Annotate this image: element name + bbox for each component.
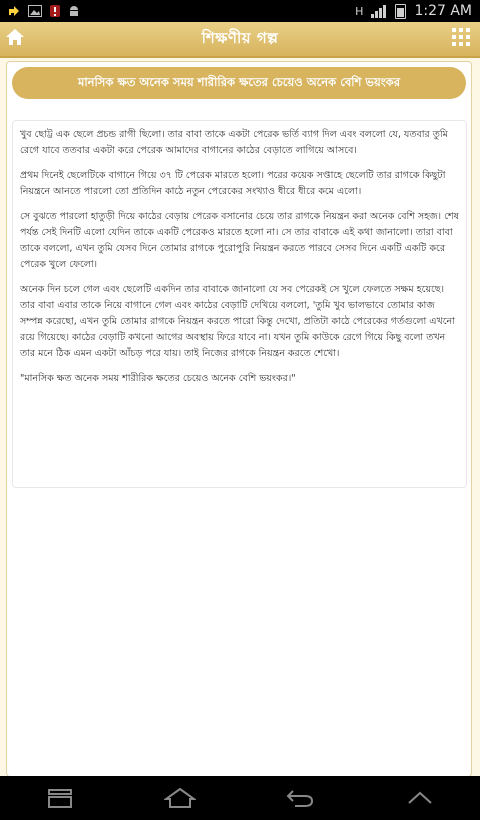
usb-icon (8, 5, 20, 17)
app-header (0, 22, 480, 58)
story-body (12, 120, 467, 488)
page-title: শিক্ষণীয় গল্প (201, 28, 279, 47)
signal-icon (371, 5, 387, 18)
android-icon (68, 5, 80, 17)
story-paragraph-3: সে বুঝতে পারলো হাতুড়ী দিয়ে কাঠের বেড়ায় পেরেক বসানোর চেয়ে তার রাগকে নিয়ন্ত্রন করা অনেক বেশি সহজ। শেষ পর্যন্ত সেই দিনটি এলো যেদিন তাকে একটি পেরেকও মারতে হলো না। সে তার বাবাকে এই কথা জানালো। তারা বাবা তাকে বললো, এখন তুমি যেসব দিনে তোমার রাগকে পুরোপুরি নিয়ন্ত্রন করতে পারবে সেসব দিনে একটি একটি করে পেরেক খুলে ফেলো। (20, 211, 459, 270)
story-paragraph-1: খুব ছোট্ট এক ছেলে প্রচন্ড রাগী ছিলো। তার বাবা তাকে একটা পেরেক ভর্তি ব্যাগ দিল এবং বললো যে, যতবার তুমি রেগে যাবে ততবার একটা করে পেরেক আমাদের বাগানের কাঠের বেড়াতে লাগিয়ে আসবে। (20, 129, 448, 156)
home-icon[interactable] (4, 26, 26, 48)
status-right-icons (347, 3, 480, 19)
grid-menu-icon[interactable] (452, 28, 470, 46)
story-title: মানসিক ক্ষত অনেক সময় শারীরিক ক্ষতের চেয়েও অনেক বেশি ভয়ংকর (77, 74, 401, 89)
status-left-icons (0, 5, 88, 17)
back-icon[interactable] (280, 783, 320, 813)
story-quote: "মানসিক ক্ষত অনেক সময় শারীরিক ক্ষতের চেয়েও অনেক বেশি ভয়ংকর।" (20, 373, 296, 384)
home-nav-icon[interactable] (160, 783, 200, 813)
story-paragraph-2: প্রথম দিনেই ছেলেটিকে বাগানে গিয়ে ৩৭ টি পেরেক মারতে হলো। পরের কয়েক সপ্তাহে ছেলেটি তার রাগকে কিছুটা নিয়ন্ত্রনে আনতে পারলো তো প্রতিদিন কাঠে নতুন পেরেকের সংখ্যাও ধীরে ধীরে কমে এলো। (20, 170, 446, 197)
story-paragraph-4: অনেক দিন চলে গেল এবং ছেলেটি একদিন তার বাবাকে জানালো যে সব পেরেকই সে খুলে ফেলতে সক্ষম হয়েছে। তার বাবা এবার তাকে নিয়ে বাগানে গেল এবং কাঠের বেড়াটি দেখিয়ে বললো, 'তুমি খুব ভালভাবে তোমার কাজ সম্পন্ন করেছো, এখন তুমি তোমার রাগকে নিয়ন্ত্রন করতে পারো কিন্তু দেখো, প্রতিটা কাঠে পেরেকের গর্তগুলো এখনো রয়ে গিয়েছে। কাঠের বেড়াটি কখনো আগের অবস্থায় ফিরে যাবে না। যখন তুমি কাউকে রেগে গিয়ে কিছু বলো তখন তার মনে ঠিক এমন একটা আঁচড় পরে যায়। তাই নিজের রাগকে নিয়ন্ত্রন করতে শেখো। (20, 284, 455, 359)
expand-up-icon[interactable] (400, 783, 440, 813)
battery-icon (395, 4, 406, 19)
image-icon (28, 5, 42, 17)
navigation-bar (0, 776, 480, 820)
recent-apps-icon[interactable] (40, 783, 80, 813)
status-bar (0, 0, 480, 22)
content-card (6, 61, 472, 777)
alert-icon (50, 5, 60, 17)
network-h-icon: H (355, 4, 364, 18)
story-title-banner (12, 67, 466, 99)
status-time: 1:27 AM (414, 3, 472, 19)
